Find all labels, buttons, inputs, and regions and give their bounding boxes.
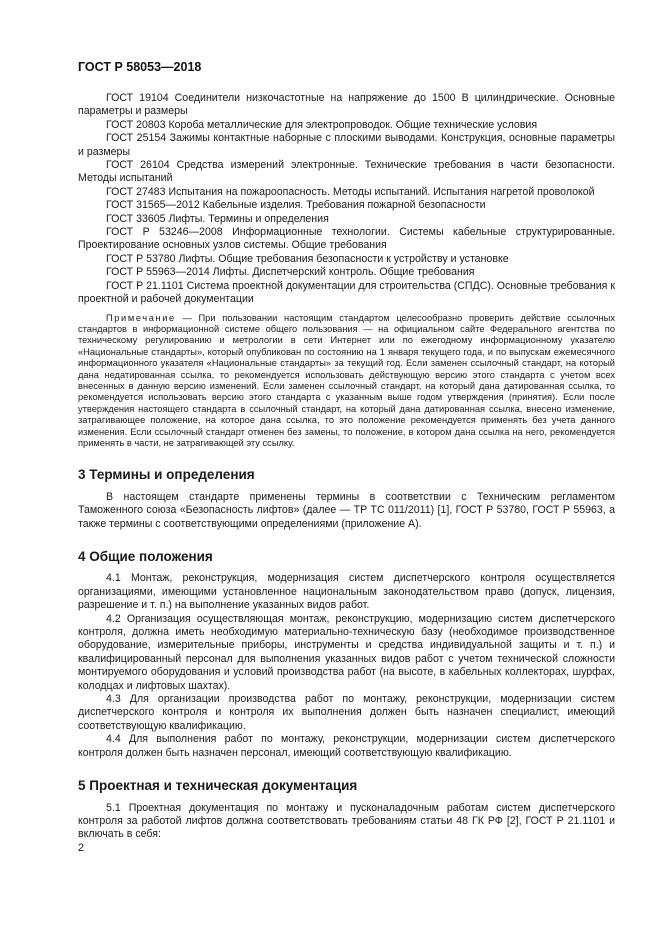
section-4-paragraph: 4.2 Организация осуществляющая монтаж, реконструкцию, модернизацию систем диспетчерского контроля, должна иметь необходимую материально-техническую базу (необходимое производственное оборудование, измерительные приборы, инструменты и средства индивидуальной защиты и т. п.) и квалифицированный персонал для выполнения указанных видов работ с учетом технической сложности монтируемого оборудования и условий производства работ (на высоте, в кабельных коллекторах, шурфах, колодцах и лифтовых шахтах). bbox=[78, 612, 615, 692]
normative-references-list bbox=[78, 92, 615, 307]
reference-item: ГОСТ 33605 Лифты. Термины и определения bbox=[106, 212, 329, 225]
section-4-title: 4 Общие положения bbox=[78, 549, 213, 564]
note-text: — При пользовании настоящим стандартом целесообразно проверить действие ссылочных стандартов в информационной системе общего пользования — на официальном сайте Федерального агентства по техническому регулированию и метрологии в сети Интернет или по ежегодному информационному указателю «Национальные стандарты», который опубликован по состоянию на 1 января текущего года, и по выпускам ежемесячного информационного указателя «Национальные стандарты» за текущий год. Если заменен ссылочный стандарт, на который дана недатированная ссылка, то рекомендуется использовать действующую версию этого стандарта с учетом всех внесенных в данную версию изменений. Если заменен ссылочный стандарт, на который дана датированная ссылка, то рекомендуется использовать версию этого стандарта с указанным выше годом утверждения (принятия). Если после утверждения настоящего стандарта в ссылочный стандарт, на который дана датированная ссылка, внесено изменение, затрагивающее положение, на которое дана ссылка, то это положение рекомендуется применять без учета данного изменения. Если ссылочный стандарт отменен без замены, то положение, в котором дана ссылка на него, рекомендуется применять в части, не затрагивающей эту ссылку. bbox=[78, 312, 615, 448]
section-3-text: В настоящем стандарте применены термины в соответствии с Техническим регламентом Таможенного союза «Безопасность лифтов» (далее — ТР ТС 011/2011) [1], ГОСТ Р 53780, ГОСТ Р 55963, а также термины с соответствующими определениями (приложение А). bbox=[78, 490, 615, 530]
page-number: 2 bbox=[78, 842, 85, 854]
reference-item: ГОСТ 25154 Зажимы контактные наборные с плоскими выводами. Конструкция, основные параметры и размеры bbox=[78, 132, 615, 158]
reference-item: ГОСТ Р 21.1101 Система проектной документации для строительства (СПДС). Основные требования к проектной и рабочей документации bbox=[78, 279, 615, 306]
section-5-paragraph: 5.1 Проектная документация по монтажу и пусконаладочным работам систем диспетчерского контроля за работой лифтов должна соответствовать требованиям статьи 48 ГК РФ [2], ГОСТ Р 21.1101 и включать в себя: bbox=[78, 801, 615, 841]
reference-item: ГОСТ 26104 Средства измерений электронные. Технические требования в части безопасности. Методы испытаний bbox=[78, 159, 615, 185]
section-4-paragraph: 4.4 Для выполнения работ по монтажу, реконструкции, модернизации систем диспетчерского контроля должен быть назначен персонал, имеющий соответствующую квалификацию. bbox=[78, 733, 615, 759]
references-note bbox=[78, 313, 615, 450]
reference-item: ГОСТ 19104 Соединители низкочастотные на напряжение до 1500 В цилиндрические. Основные параметры и размеры bbox=[78, 92, 615, 118]
note-label: Примечание bbox=[106, 312, 176, 323]
section-3-title: 3 Термины и определения bbox=[78, 467, 255, 483]
reference-item: ГОСТ 20803 Короба металлические для электропроводок. Общие технические условия bbox=[106, 118, 538, 131]
document-header: ГОСТ Р 58053—2018 bbox=[78, 60, 202, 74]
reference-item: ГОСТ 27483 Испытания на пожароопасность. Методы испытаний. Испытания нагретой проволокой bbox=[106, 185, 595, 198]
reference-item: ГОСТ Р 55963—2014 Лифты. Диспетчерский контроль. Общие требования bbox=[106, 266, 475, 279]
section-4-paragraph: 4.3 Для организации производства работ по монтажу, реконструкции, модернизации систем диспетчерского контроля и контроля их выполнения должен быть назначен специалист, имеющий соответствующую квалификацию. bbox=[78, 693, 615, 732]
section-4-paragraph: 4.1 Монтаж, реконструкция, модернизация систем диспетчерского контроля осуществляется организациями, имеющими установленное национальным законодательством право (допуск, лицензия, разрешение и т. п.) на выполнение указанных видов работ. bbox=[78, 572, 615, 612]
reference-item: ГОСТ Р 53780 Лифты. Общие требования безопасности к устройству и установке bbox=[106, 252, 509, 265]
document-body bbox=[78, 92, 615, 842]
reference-item: ГОСТ Р 53246—2008 Информационные технологии. Системы кабельные структурированные. Проектирование основных узлов системы. Общие требования bbox=[78, 226, 615, 252]
reference-item: ГОСТ 31565—2012 Кабельные изделия. Требования пожарной безопасности bbox=[106, 199, 486, 212]
section-5-title: 5 Проектная и техническая документация bbox=[78, 778, 358, 794]
